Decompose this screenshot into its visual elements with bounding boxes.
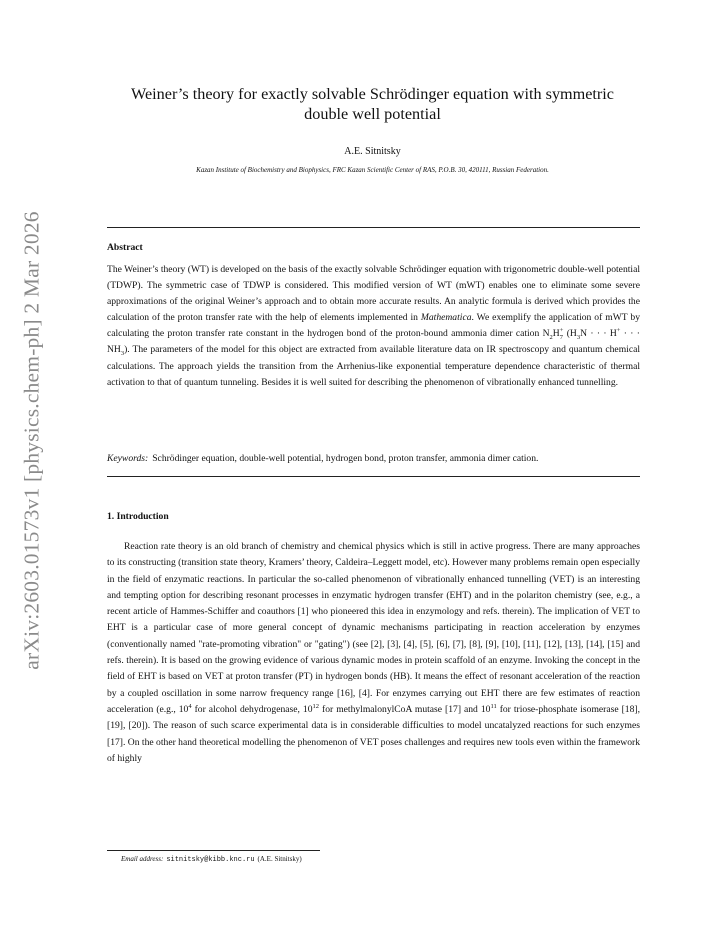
footnote-email: sitnitsky@kibb.knc.ru — [166, 856, 255, 864]
intro-text-d: for triose-phosphate isomerase [18], [19], [20]). The reason of such scarce experimental data is in considerable difficulties to model uncatalyzed reactions for such enzymes [17]. On the other hand theoretical modelling the phenomenon of VET poses challenges and requires new tools even within the framework of highly — [107, 703, 640, 764]
intro-text-a: Reaction rate theory is an old branch of chemistry and chemical physics which is still in active progress. There are many approaches to its constructing (transition state theory, Kramers’ theory, Caldeira–Leggett model, etc). However many problems remain open especially in the field of enzymatic reactions. In particular the so-called phenomenon of vibrationally enhanced tunnelling (VET) is an interesting and tempting option for describing resonant processes in enzymatic hydrogen transfer (EHT) and in the polariton chemistry (see, e.g., a recent article of Hammes-Schiffer and coauthors [1] who pioneered this idea in enzymology and refs. therein). The implication of VET to EHT is a particular case of more general concept of dynamic mechanisms participating in reaction acceleration by enzymes (conventionally named "rate-promoting vibration" or "gating") (see [2], [3], [4], [5], [6], [7], [8], [9], [10], [11], [12], [13], [14], [15] and refs. therein). It is based on the growing evidence of various dynamic modes in protein scaffold of an enzyme. Invoking the concept in the field of EHT is based on VET at proton transfer (PT) in hydrogen bonds (HB). It means the effect of resonant acceleration of the reaction by a coupled oscillation in some narrow frequency range [16], [4]. For enzymes carrying out EHT there are few estimates of reaction acceleration (e.g., 10 — [107, 541, 640, 715]
footnote-name: (A.E. Sitnitsky) — [257, 855, 302, 863]
abstract-text-c: ). The parameters of the model for this object are extracted from available literature data on IR spectroscopy and quantum chemical calculations. The approach yields the transition from the Arrhenius-like exponential temperature dependence characteristic of thermal activation to that of quantum tunneling. Besides it is well suited for describing the phenomenon of vibrationally enhanced tunnelling. — [107, 344, 640, 388]
intro-exp-3: 11 — [490, 702, 497, 710]
title-line-1: Weiner’s theory for exactly solvable Schrödinger equation with symmetric — [131, 85, 614, 103]
formula-h: H — [552, 328, 560, 340]
introduction-text — [107, 539, 640, 767]
keywords-text: Schrödinger equation, double-well potential, hydrogen bond, proton transfer, ammonia dimer cation. — [152, 453, 539, 464]
footnote-label: Email address: — [121, 855, 164, 863]
abstract-text — [107, 262, 640, 391]
abstract-top-rule — [107, 227, 640, 228]
arxiv-id: arXiv:2603.01573v1 [physics.chem-ph] 2 Mar 2026 — [19, 210, 44, 670]
intro-exp-2: 12 — [312, 702, 320, 710]
section-heading-introduction: 1. Introduction — [107, 511, 169, 522]
formula-sub-7: 7 — [559, 334, 563, 342]
formula-mid-2: · · · NH — [107, 328, 640, 356]
abstract-heading: Abstract — [107, 242, 143, 253]
affiliation: Kazan Institute of Biochemistry and Biophysics, FRC Kazan Scientific Center of RAS, P.O.B. 30, 420111, Russian Federation. — [196, 166, 549, 174]
formula-sub-3b: 3 — [120, 350, 125, 358]
formula-sup-plus-2: + — [616, 327, 621, 335]
author: A.E. Sitnitsky — [344, 146, 401, 157]
abstract-text-a: The Weiner’s theory (WT) is developed on the basis of the exactly solvable Schrödinger equation with trigonometric double-well potential (TDWP). The symmetric case of TDWP is considered. This modified version of WT (mWT) enables one to eliminate some severe approximations of the original Weiner’s approach and to obtain more accurate results. An analytic formula is derived which provides the calculation of the proton transfer rate with the help of elements implemented in — [107, 264, 640, 324]
intro-exp-1: 4 — [188, 702, 192, 710]
arxiv-stamp — [12, 210, 52, 670]
intro-text-c: for methylmalonylCoA mutase [17] and 10 — [319, 703, 491, 715]
title-line-2: double well potential — [304, 105, 441, 123]
footnote-rule — [107, 850, 320, 851]
abstract-text-b: . We exemplify the application of mWT by calculating the proton transfer rate constant in the hydrogen bond of the proton-bound ammonia dimer cation N — [107, 312, 640, 340]
footnote — [121, 855, 302, 864]
intro-text-b: for alcohol dehydrogenase, 10 — [191, 703, 313, 715]
formula-mid: N · · · H — [580, 328, 617, 340]
mathematica-term: Mathematica — [420, 312, 472, 324]
keywords-label: Keywords: — [107, 453, 149, 464]
paper-title — [100, 84, 645, 124]
formula-sub-3a: 3 — [576, 334, 581, 342]
formula-paren-open: (H — [563, 328, 577, 340]
abstract-bottom-rule — [107, 476, 640, 477]
formula-sup-plus: + — [559, 327, 564, 335]
formula-sub-2: 2 — [549, 334, 553, 342]
keywords — [107, 451, 640, 467]
